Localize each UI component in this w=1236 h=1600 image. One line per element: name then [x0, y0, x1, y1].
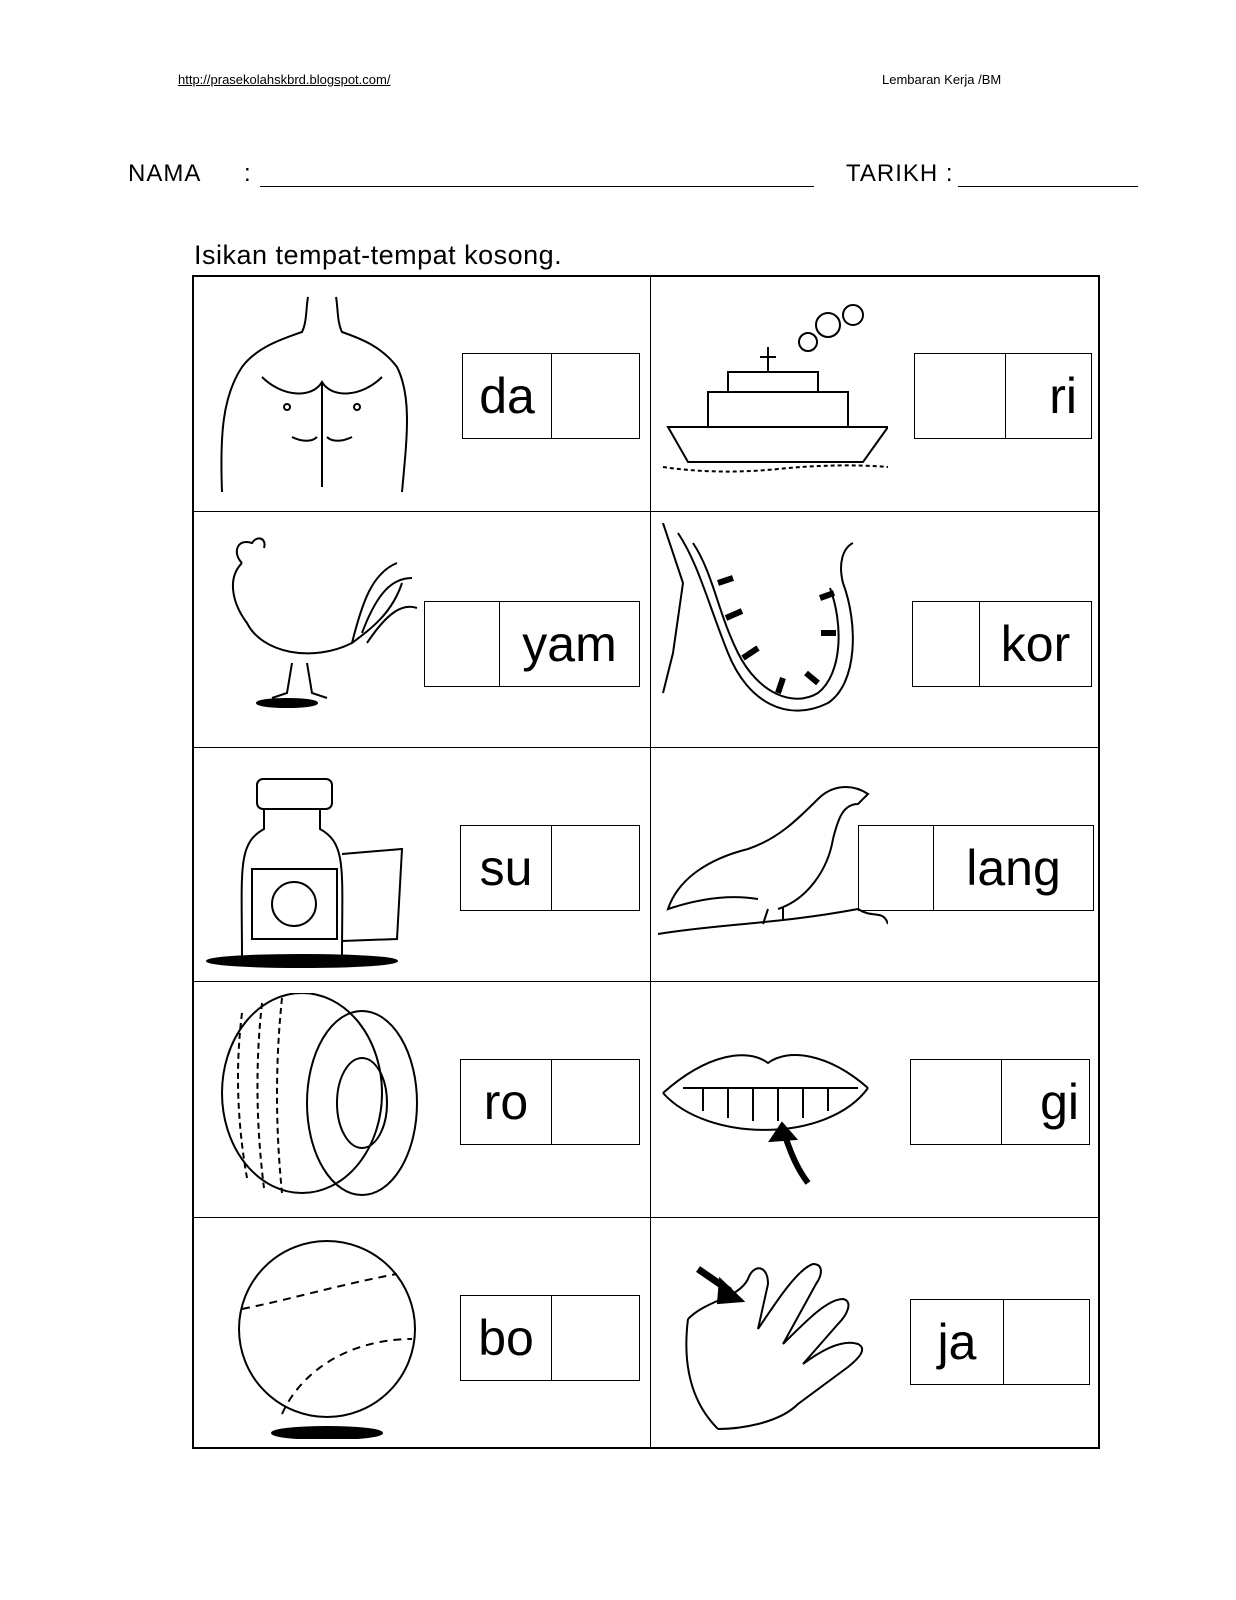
ship-picture	[658, 287, 888, 497]
syllable-text: ro	[483, 1074, 529, 1130]
blank-box[interactable]	[913, 602, 979, 686]
worksheet-grid	[192, 275, 1100, 1449]
blank-box[interactable]	[551, 1060, 639, 1144]
syllable-text: ja	[937, 1314, 977, 1370]
rooster-picture	[202, 523, 432, 733]
syllable-text: da	[479, 368, 535, 424]
blank-box[interactable]	[551, 826, 639, 910]
teeth-picture	[658, 993, 888, 1203]
worksheet-cell	[194, 983, 646, 1217]
nama-colon: :	[244, 160, 252, 187]
worksheet-cell	[194, 1219, 646, 1453]
milk-picture	[202, 759, 432, 969]
header-url-link[interactable]: http://prasekolahskbrd.blogspot.com/	[178, 72, 391, 87]
word-box	[910, 1299, 1090, 1385]
tarikh-field[interactable]	[958, 186, 1138, 187]
worksheet-cell	[194, 749, 646, 983]
grid-divider	[194, 511, 1098, 512]
syllable-text: su	[479, 840, 533, 896]
word-box	[462, 353, 640, 439]
word-box	[460, 1295, 640, 1381]
word-box	[460, 1059, 640, 1145]
blank-box[interactable]	[551, 1296, 639, 1380]
blank-box[interactable]	[551, 354, 639, 438]
finger-picture	[658, 1229, 888, 1439]
eagle-picture	[658, 759, 888, 969]
syllable-text: yam	[499, 602, 639, 686]
word-box	[910, 1059, 1090, 1145]
blank-box[interactable]	[859, 826, 933, 910]
syllable-text: bo	[478, 1310, 534, 1366]
nama-field[interactable]	[260, 186, 814, 187]
word-box	[424, 601, 640, 687]
syllable-text: gi	[1001, 1060, 1089, 1144]
worksheet-cell	[194, 513, 646, 747]
syllable-text: ri	[1005, 354, 1091, 438]
chest-picture	[202, 287, 432, 497]
worksheet-cell	[650, 1219, 1102, 1453]
word-box	[858, 825, 1094, 911]
word-box	[914, 353, 1092, 439]
worksheet-cell	[650, 983, 1102, 1217]
tail-picture	[658, 523, 888, 733]
worksheet-cell	[650, 749, 1102, 983]
syllable-text: lang	[933, 826, 1093, 910]
syllable-text: kor	[979, 602, 1091, 686]
instruction-text: Isikan tempat-tempat kosong.	[194, 240, 563, 270]
ball-picture	[202, 1229, 432, 1439]
blank-box[interactable]	[425, 602, 499, 686]
tarikh-label: TARIKH :	[846, 160, 954, 187]
blank-box[interactable]	[1003, 1300, 1089, 1384]
blank-box[interactable]	[915, 354, 1005, 438]
tire-picture	[202, 993, 432, 1203]
nama-label: NAMA	[128, 160, 202, 187]
header-worksheet-label: Lembaran Kerja /BM	[882, 72, 1002, 87]
blank-box[interactable]	[911, 1060, 1001, 1144]
word-box	[460, 825, 640, 911]
grid-divider	[194, 747, 1098, 748]
word-box	[912, 601, 1092, 687]
grid-divider	[194, 1217, 1098, 1218]
worksheet-cell	[650, 513, 1102, 747]
worksheet-cell	[650, 277, 1102, 511]
worksheet-cell	[194, 277, 646, 511]
